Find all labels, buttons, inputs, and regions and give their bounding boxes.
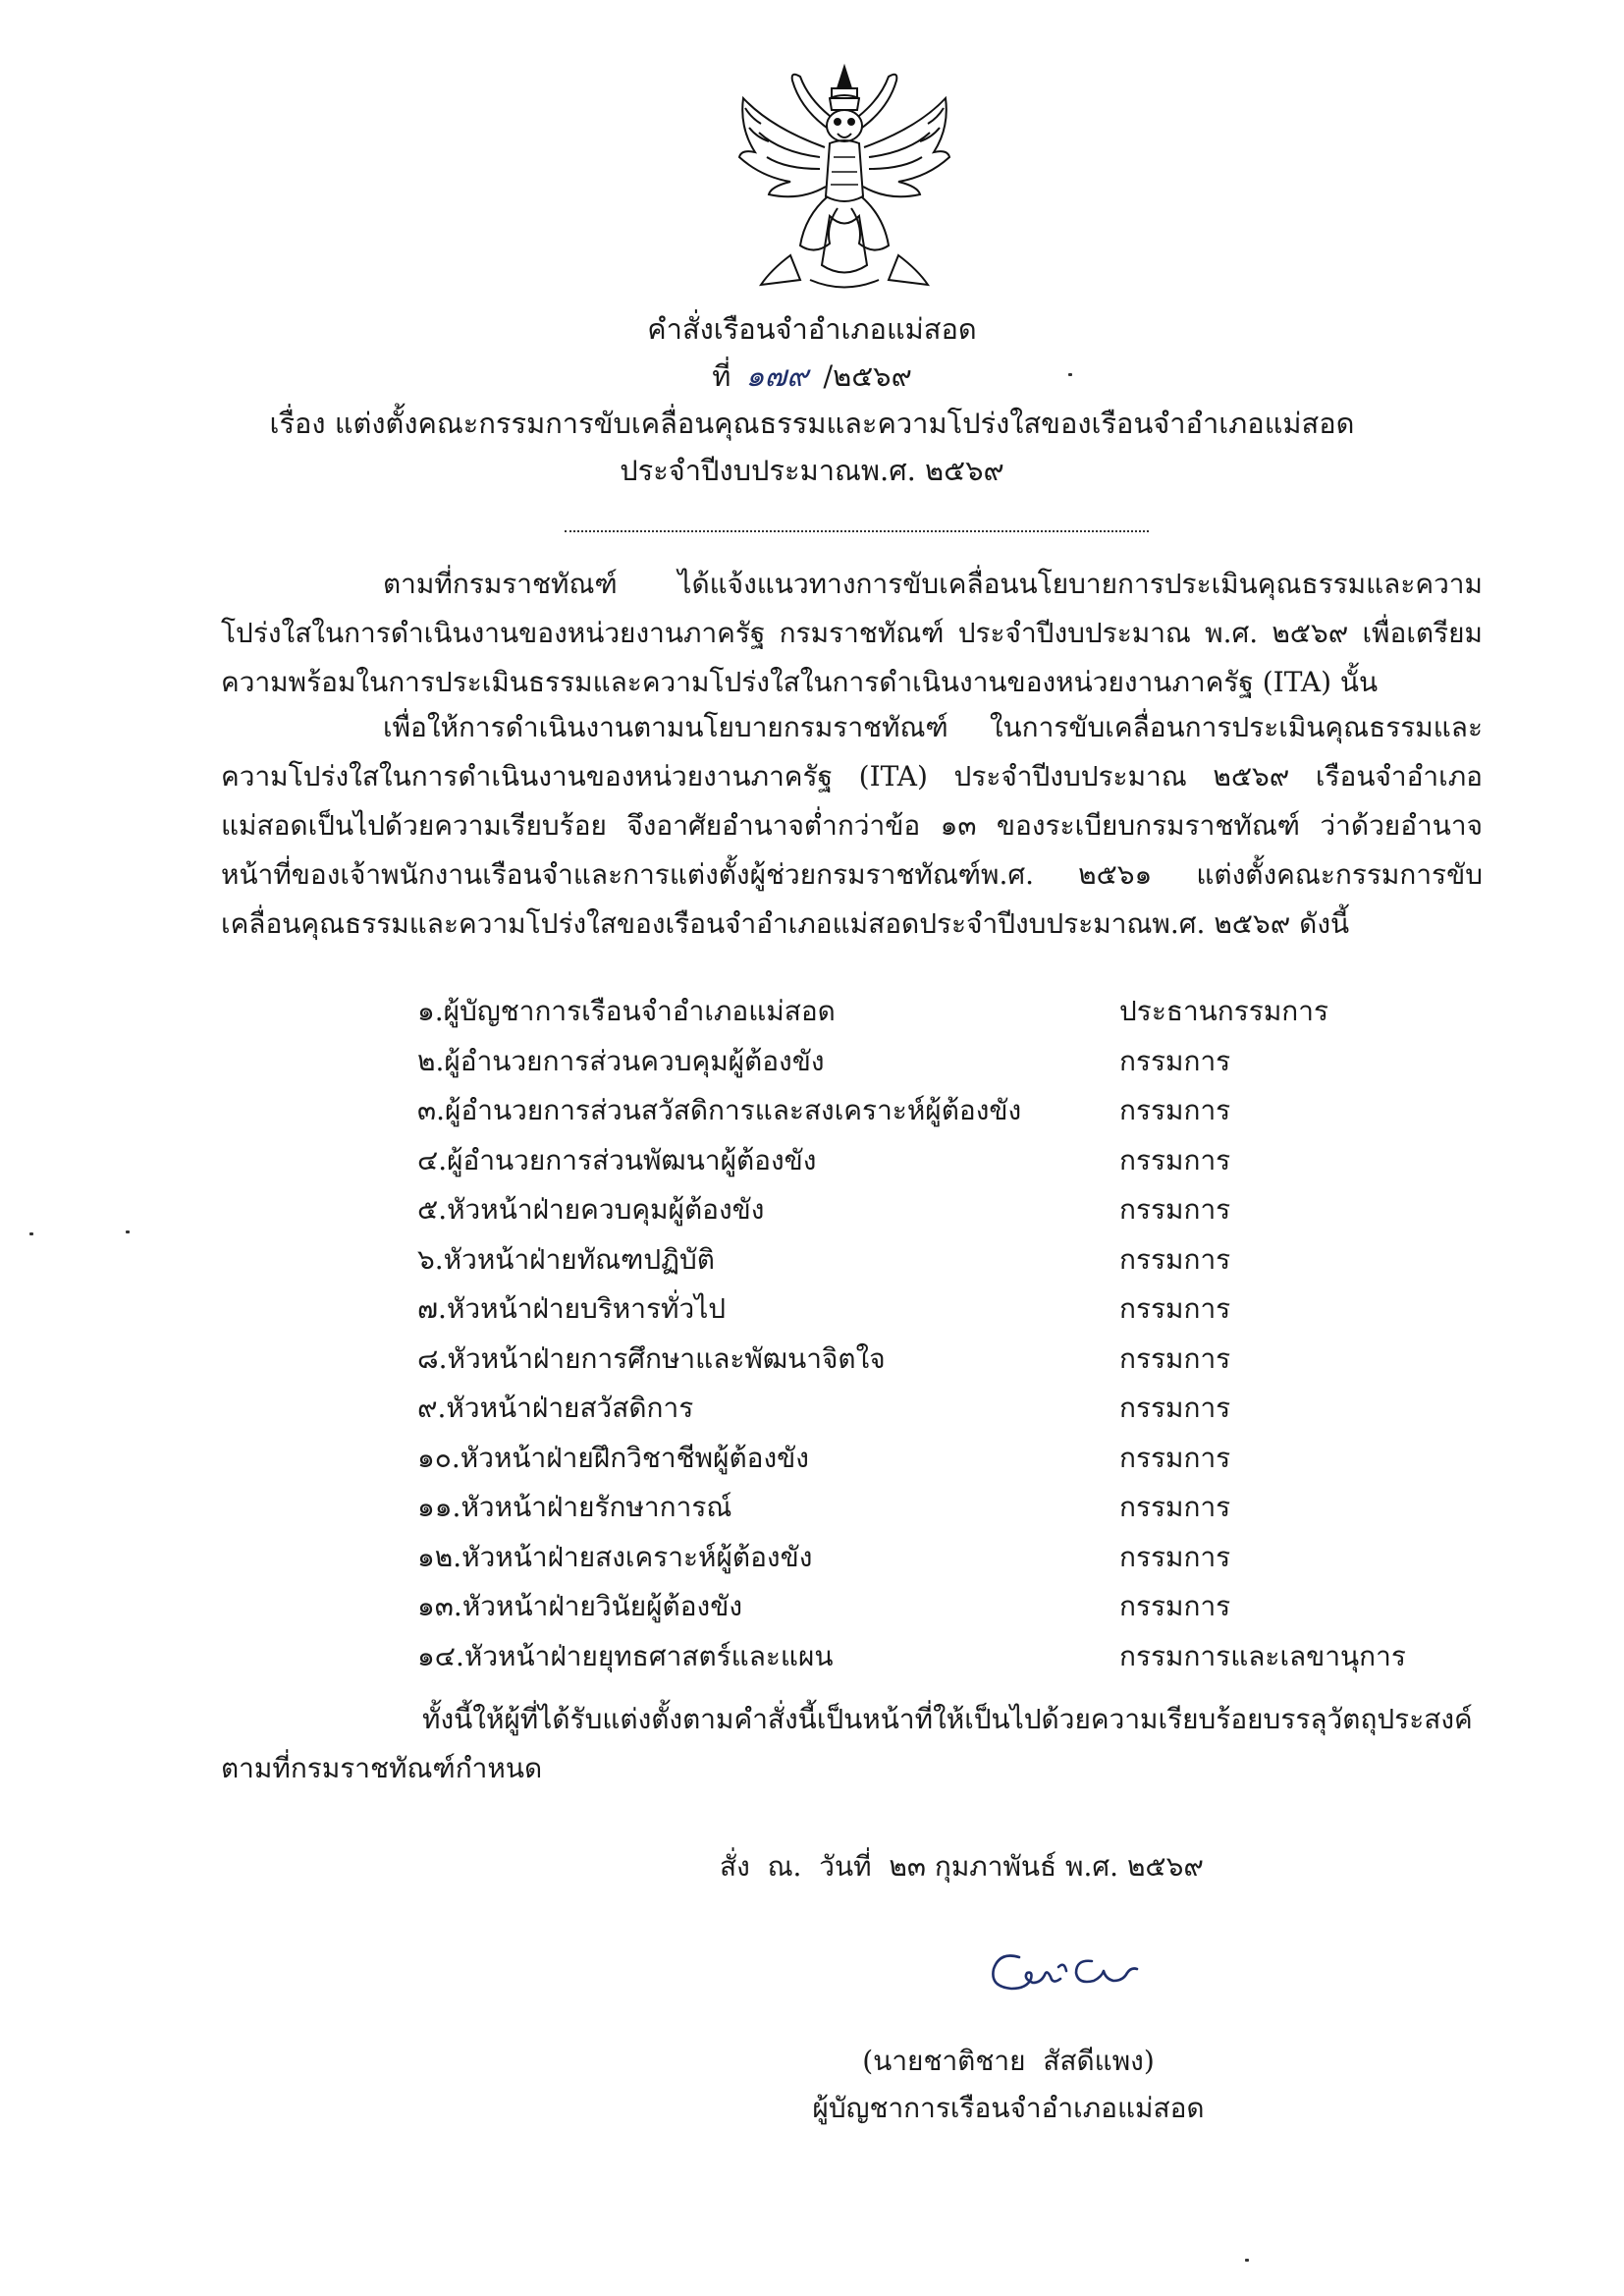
closing-paragraph — [221, 1695, 1483, 1793]
closing-paragraph-text: ทั้งนี้ให้ผู้ที่ได้รับแต่งตั้งตามคำสั่งนี้เป็นหน้าที่ให้เป็นไปด้วยความเรียบร้อยบรรลุวัตถุประสงค์ตามที่กรมราชทัณฑ์กำหนด — [221, 1703, 1473, 1784]
order-number-suffix: /๒๕๖๙ — [823, 359, 912, 393]
member-role: กรรมการ — [1119, 1491, 1231, 1524]
member-role: กรรมการ — [1119, 1341, 1231, 1375]
list-item — [417, 1136, 1497, 1186]
order-subject: เรื่อง แต่งตั้งคณะกรรมการขับเคลื่อนคุณธรรมและความโปร่งใสของเรือนจำอำเภอแม่สอด — [269, 407, 1355, 440]
member-position: ๕.หัวหน้าฝ่ายควบคุมผู้ต้องขัง — [417, 1193, 765, 1227]
garuda-emblem-icon — [731, 59, 957, 295]
order-title: คำสั่งเรือนจำอำเภอแม่สอด — [647, 312, 977, 346]
scan-speck — [1068, 373, 1072, 376]
member-role: กรรมการ — [1119, 1044, 1231, 1077]
dotted-divider — [565, 530, 1149, 532]
member-role: กรรมการและเลขานุการ — [1119, 1639, 1406, 1672]
member-position: ๒.ผู้อำนวยการส่วนควบคุมผู้ต้องขัง — [417, 1044, 825, 1077]
paragraph-background-text: ตามที่กรมราชทัณฑ์ ได้แจ้งแนวทางการขับเคลื่อนนโยบายการประเมินคุณธรรมและความโปร่งใสในการดำเนินงานของหน่วยงานภาครัฐ กรมราชทัณฑ์ ประจำปีงบประมาณ พ.ศ. ๒๕๖๙ เพื่อเตรียมความพร้อมในการประเมินธรรมและความโปร่งใสในการดำเนินงานของหน่วยงานภาครัฐ (ITA) นั้น — [221, 568, 1483, 698]
member-role: กรรมการ — [1119, 1193, 1231, 1227]
scan-speck — [126, 1230, 130, 1233]
handwritten-signature-icon — [982, 1940, 1149, 2008]
signer-title: ผู้บัญชาการเรือนจำอำเภอแม่สอด — [812, 2092, 1205, 2124]
list-item — [417, 1335, 1497, 1385]
paragraph-background — [221, 560, 1483, 707]
member-position: ๗.หัวหน้าฝ่ายบริหารทั่วไป — [417, 1292, 727, 1326]
member-position: ๑๔.หัวหน้าฝ่ายยุทธศาสตร์และแผน — [417, 1639, 834, 1672]
paragraph-authority-text: เพื่อให้การดำเนินงานตามนโยบายกรมราชทัณฑ์ ในการขับเคลื่อนการประเมินคุณธรรมและความโปร่งใสในการดำเนินงานของหน่วยงานภาครัฐ (ITA) ประจำปีงบประมาณ ๒๕๖๙ เรือนจำอำเภอแม่สอดเป็นไปด้วยความเรียบร้อย จึงอาศัยอำนาจต่ำกว่าข้อ ๑๓ ของระเบียบกรมราชทัณฑ์ ว่าด้วยอำนาจหน้าที่ของเจ้าพนักงานเรือนจำและการแต่งตั้งผู้ช่วยกรมราชทัณฑ์พ.ศ. ๒๕๖๑ แต่งตั้งคณะกรรมการขับเคลื่อนคุณธรรมและความโปร่งใสของเรือนจำอำเภอแม่สอดประจำปีงบประมาณพ.ศ. ๒๕๖๙ ดังนี้ — [221, 711, 1483, 940]
signer-name: (นายชาติชาย สัสดีแพง) — [862, 2045, 1155, 2077]
member-role: กรรมการ — [1119, 1094, 1231, 1127]
list-item — [417, 987, 1497, 1037]
list-item — [417, 1037, 1497, 1087]
order-date: สั่ง ณ. วันที่ ๒๓ กุมภาพันธ์ พ.ศ. ๒๕๖๙ — [720, 1850, 1204, 1883]
list-item — [417, 1632, 1497, 1682]
list-item — [417, 1285, 1497, 1335]
list-item — [417, 1483, 1497, 1533]
member-position: ๑๒.หัวหน้าฝ่ายสงเคราะห์ผู้ต้องขัง — [417, 1540, 813, 1573]
order-number-line — [0, 354, 1624, 400]
member-position: ๓.ผู้อำนวยการส่วนสวัสดิการและสงเคราะห์ผู้ต้องขัง — [417, 1094, 1022, 1127]
member-role: กรรมการ — [1119, 1292, 1231, 1326]
order-number-handwritten: ๑๗๙ — [745, 359, 809, 394]
member-role: กรรมการ — [1119, 1242, 1231, 1276]
member-role: กรรมการ — [1119, 1392, 1231, 1425]
member-role: กรรมการ — [1119, 1441, 1231, 1474]
member-position: ๑๓.หัวหน้าฝ่ายวินัยผู้ต้องขัง — [417, 1590, 743, 1623]
member-role: กรรมการ — [1119, 1143, 1231, 1176]
member-position: ๑.ผู้บัญชาการเรือนจำอำเภอแม่สอด — [417, 995, 836, 1028]
member-position: ๔.ผู้อำนวยการส่วนพัฒนาผู้ต้องขัง — [417, 1143, 817, 1176]
member-role: กรรมการ — [1119, 1590, 1231, 1623]
member-role: ประธานกรรมการ — [1119, 995, 1329, 1028]
committee-member-list — [417, 987, 1497, 1681]
scan-speck — [29, 1232, 33, 1235]
list-item — [417, 1185, 1497, 1235]
list-item — [417, 1384, 1497, 1434]
paragraph-authority — [221, 703, 1483, 949]
member-role: กรรมการ — [1119, 1540, 1231, 1573]
member-position: ๑๑.หัวหน้าฝ่ายรักษาการณ์ — [417, 1491, 732, 1524]
member-position: ๖.หัวหน้าฝ่ายทัณฑปฏิบัติ — [417, 1242, 715, 1276]
member-position: ๘.หัวหน้าฝ่ายการศึกษาและพัฒนาจิตใจ — [417, 1341, 886, 1375]
list-item — [417, 1434, 1497, 1484]
order-number-prefix: ที่ — [712, 359, 731, 393]
member-position: ๙.หัวหน้าฝ่ายสวัสดิการ — [417, 1392, 694, 1425]
order-fiscal-year: ประจำปีงบประมาณพ.ศ. ๒๕๖๙ — [620, 454, 1004, 487]
list-item — [417, 1533, 1497, 1583]
member-position: ๑๐.หัวหน้าฝ่ายฝึกวิชาชีพผู้ต้องขัง — [417, 1441, 809, 1474]
list-item — [417, 1235, 1497, 1285]
list-item — [417, 1582, 1497, 1632]
list-item — [417, 1086, 1497, 1136]
scan-speck — [1245, 2259, 1249, 2262]
